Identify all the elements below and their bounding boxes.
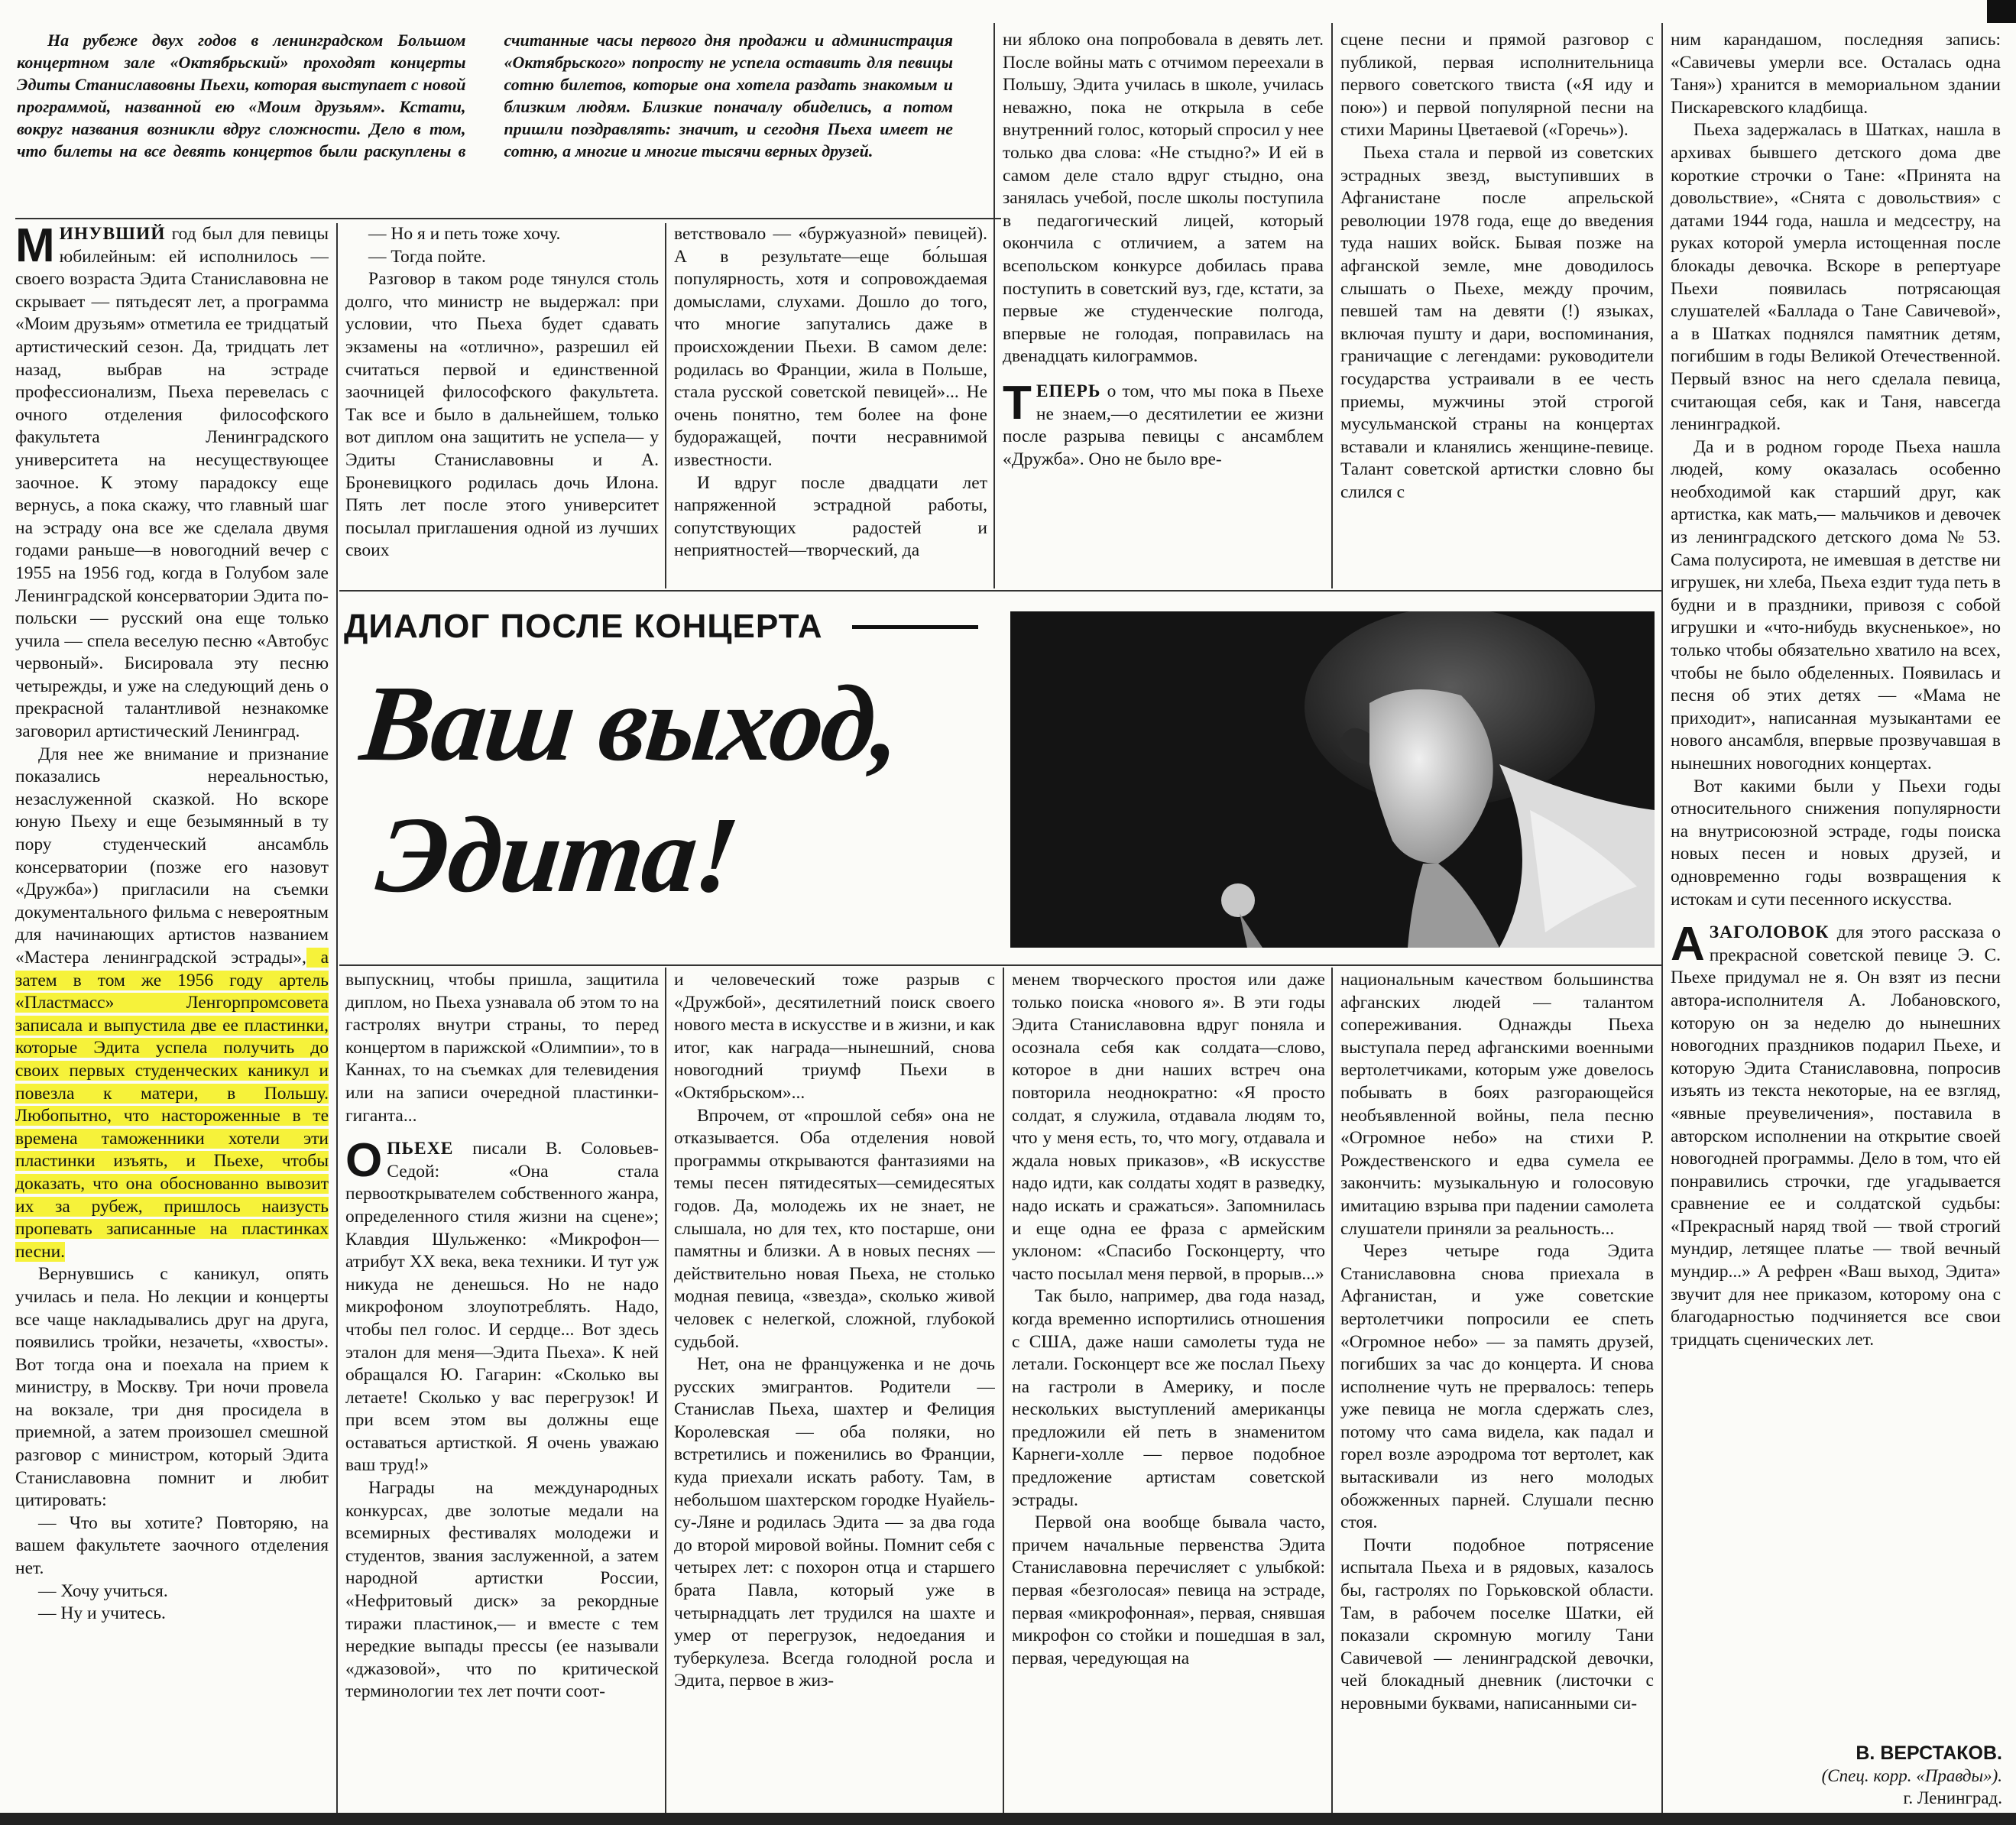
author-city: г. Ленинград. — [1903, 1788, 2002, 1807]
paragraph-text: менем творческого простоя или даже только поиска «нового я». В эти годы Эдита Станиславовна вдруг поняла и осознала себя как солдата—слово, которое в дни наших встреч она повторила неоднократно: «Я просто солдат, я служила, отдавала людям то, что у меня есть, то, что могу, отдавала и ждала новых приказов», «В искусстве надо идти, как солдаты ходят в разведку, надо искать и сражаться». Запомнилась и еще одна ее фраза с армейским уклоном: «Спасибо Госконцерту, что часто посылал меня первой, в прорыв...» — [1012, 970, 1325, 1284]
dialog-line: — Хочу учиться. — [38, 1580, 168, 1601]
column-rule — [665, 223, 666, 588]
dropcap-m: М — [15, 223, 55, 272]
article-lead — [17, 29, 953, 205]
column-rule — [1003, 968, 1004, 1813]
paragraph-text: ним карандашом, последняя запись: «Савичевы умерли все. Осталась одна Таня») хранится в мемориальном здании Пискаревского кладбища. — [1671, 30, 2001, 118]
paragraph-text: Да и в родном городе Пьеха нашла людей, кому оказалась особенно необходимой как старший друг, как артистка, как мать,— мальчиков и девочек из ленинградского детского дома № 53. Сама полусирота, не имевшая в детстве ни игрушек, ни хлеба, Пьеха ездит туда петь в будни и в праздники, привозя с собой игрушки и «что-нибудь вкусненькое», но только чтобы обязательно хватило на всех, чтобы не было обделенных. Появилась и песня об этих детях — «Мама не приходит», написанная музыкантами ее нового ансамбля, впервые прозвучавшая в нынешних новогодних концертах. — [1671, 436, 2001, 773]
headline-line-1: Ваш выход, — [355, 663, 906, 783]
paragraph-text: Награды на международных конкурсах, две золотые медали на всемирных фестивалях молодежи и студентов, звания заслуженной, а затем народной артистки России, «Нефритовый диск» за рекордные тиражи пластинок,— и вместе с тем нередкие выпады прессы (ее называли «джазовой», что по критической терминологии тех лет почти соот- — [345, 1478, 659, 1702]
column-6 — [1671, 29, 2001, 1741]
dropcap-a: А — [1671, 918, 1705, 971]
paragraph-text: И вдруг после двадцати лет напряженной эстрадной работы, сопутствующих радостей и неприятностей—творческий, да — [674, 472, 987, 561]
author-name: В. ВЕРСТАКОВ. — [1856, 1742, 2002, 1764]
paragraph-text: для этого рассказа о прекрасной советской певице Э. С. Пьехе придумал не я. Он взят из песни автора-исполнителя А. Лобановского, которую он за неделю до нынешних новогодних праздников подарил Пьехе, и которую Эдита Станиславовна, попросив изъять из текста некоторые, на ее взгляд, «явные преувеличения», поставила в авторском исполнении на открытие своей новогодней программы. Дело в том, что ей понравились строчки, где угадывается сравнение ее и солдатской судьбы: «Прекрасный наряд твой — твой строгий мундир, летящее платье — твой вечный мундир...» А рефрен «Ваш выход, Эдита» звучит для нее приказом, которому она с благодарностью подчиняется все свои тридцать сценических лет. — [1671, 922, 2001, 1350]
caps-lead-word: ЗАГОЛОВОК — [1709, 922, 1830, 943]
paragraph-text: ни яблоко она попробовала в девять лет. После войны мать с отчимом переехали в Польшу, Эдита училась в школе, училась неважно, пока не открыла в себе внутренний голос, который спросил у нее только два слова: «Не стыдно?» И ей в самом деле стало вдруг стыдно, она занялась учебой, после школы поступила в педагогический лицей, который окончила с отличием, а затем на всепольском конкурсе добилась права поступить в советский вуз, где, кстати, за первые же студенческие полгода, впервые не голодая, поправилась на двенадцать килограммов. — [1003, 30, 1324, 367]
kicker-rule — [852, 625, 978, 629]
column-rule — [1331, 968, 1333, 1813]
paragraph-text: ветствовало — «буржуазной» певицей). А в результате—еще бо́льшая популярность, хотя и сопровождаемая домыслами, слухами. Дошло до того, что многие запутались даже в происхождении Пьехи. В самом деле: родилась во Франции, жила в Польше, стала русской советской певицей»... Не очень понятно, тем более на фоне будоражащей, почти несравнимой известности. — [674, 224, 987, 470]
paragraph-text: Пьеха задержалась в Шатках, нашла в архивах бывшего детского дома две короткие строчки о Тане: «Принята на довольствие», «Снята с довольствия» с датами 1944 года, нашла и медсестру, на руках которой умерла истощенная после блокады девочка. Вскоре в репертуаре Пьехи появилась потрясающая слушателей «Баллада о Тане Савичевой», а в Шатках поднялся памятник детям, погибшим в годы Великой Отечественной. Первый взнос на него сделала певица, считающая себя, как и Таня, навсегда ленинградкой. — [1671, 120, 2001, 435]
dialog-line: — Тогда пойте. — [368, 246, 486, 267]
column-rule — [665, 968, 666, 1813]
headline — [335, 657, 995, 978]
paragraph-text: Так было, например, два года назад, когда временно испортились отношения с США, даже наши самолеты туда не летали. Госконцерт все же послал Пьеху на гастроли в Америку, и после нескольких выступлений американцы предложили ей петь в знаменитом Карнеги-холле — первое подобное предложение артистам советской эстрады. — [1012, 1286, 1325, 1510]
lead-text: На рубеже двух годов в ленинградском Большом концертном зале «Октябрьский» проходят концерты Эдиты Станиславовны Пьехи, которая выступает с новой программой, названной ею «Моим друзьям». Кстати, вокруг названия возникли вдруг сложности. Дело в том, что билеты на все девять концертов были раскуплены в считанные часы первого дня продажи и администрация «Октябрьского» попросту не успела оставить для певицы сотню билетов, которые она хотела раздать знакомым и близким людям. Близкие поначалу обиделись, а потом пришли поздравлять: значит, и сегодня Пьеха имеет не сотню, а многие и многие тысячи верных друзей. — [17, 31, 953, 160]
column-5-bottom — [1340, 969, 1654, 1813]
paragraph-text: и человеческий тоже разрыв с «Дружбой», десятилетний поиск своего нового места в искусстве и в жизни, и как итог, как награда—нынешний, снова новогодний триумф Пьехи в «Октябрьском»... — [674, 970, 995, 1103]
paragraph-text: Первой она вообще бывала часто, причем начальные первенства Эдита Станиславовна перечисляет с улыбкой: первая «безголосая» певица на эстраде, первая «микрофонная», первая, снявшая микрофон со стойки и пошедшая в зал, первая, чередующая на — [1012, 1512, 1325, 1668]
headline-top-rule — [339, 590, 1661, 592]
column-2-bottom — [345, 969, 659, 1813]
column-1 — [15, 223, 329, 1813]
paragraph-text: Почти подобное потрясение испытала Пьеха и в рядовых, казалось бы, гастролях по Горьковской области. Там, в рабочем поселке Шатки, ей показали скромную могилу Тани Савичевой — ленинградской девочки, чей блокадный дневник (листочки с неровными буквами, написанными си- — [1340, 1535, 1654, 1713]
column-3-top — [674, 223, 987, 586]
paragraph-text: Вернувшись с каникул, опять училась и пела. Но лекции и концерты все чаще накладывались друг на друга, появились тройки, незачеты, «хвосты». Вот тогда она и поехала на прием к министру, в Москву. Три ночи провела на вокзале, три дня просидела в приемной, а затем произошел смешной разговор с министром, который Эдита Станиславовна помнит и любит цитировать: — [15, 1264, 329, 1511]
kicker-heading: ДИАЛОГ ПОСЛЕ КОНЦЕРТА — [344, 608, 823, 645]
headline-line-2: Эдита! — [371, 794, 743, 915]
author-signature — [1681, 1742, 2002, 1811]
paragraph-text: Через четыре года Эдита Станиславовна снова приехала в Афганистан, и уже советские вертолетчики попросили ее спеть «Огромное небо» — за память друзей, погибших за час до концерта. И снова исполнение чуть не прервалось: теперь уже певица не могла сдержать слез, потому что сама видела, как падал и горел возле аэродрома тот вертолет, как вытаскивали из него молодых обожженных парней. Слушали песню стоя. — [1340, 1241, 1654, 1533]
column-rule — [336, 223, 338, 1813]
portrait-photo-icon — [1010, 611, 1655, 948]
column-rule — [1661, 23, 1663, 1813]
scan-edge-mark — [1987, 0, 2016, 23]
column-5-top — [1340, 29, 1654, 587]
dropcap-o: О — [345, 1134, 383, 1188]
dialog-line: — Что вы хотите? Повторяю, на вашем факультете заочного отделения нет. — [15, 1512, 329, 1579]
paragraph-text: сцене песни и прямой разговор с публикой, первая исполнительница первого советского твиста («Я иду и пою») и первой популярной песни на стихи Марины Цветаевой («Горечь»). — [1340, 30, 1654, 141]
caps-lead-word: ЕПЕРЬ — [1036, 381, 1101, 401]
paragraph-text: национальным качеством большинства афганских людей — талантом сопереживания. Однажды Пьеха выступала перед афганскими военными вертолетчиками, которым уже довелось побывать в боях разгорающейся необъявленной войны, пела песню «Огромное небо» на стихи Р. Рождественского и едва сумела ее закончить: музыкальную и голосовую имитацию взрыва при падении самолета слушатели приняли за реальность... — [1340, 970, 1654, 1239]
caps-lead-word: ИНУВШИЙ — [59, 224, 166, 244]
paragraph-text: писали В. Соловьев-Седой: «Она стала первооткрывателем собственного жанра, определенного стиля жизни на сцене»; Клавдия Шульженко: «Микрофон—атрибут XX века, века техники. И тут уж никуда не денешься. Но не надо микрофоном злоупотреблять. Надо, чтобы пел голос. И сердце... Вот здесь эталон для меня—Эдита Пьеха». К ней обращался Ю. Гагарин: «Сколько вы летаете! Сколько у вас перегрузок! И при всем этом вы должны еще оставаться артисткой. Я очень уважаю ваш труд!» — [345, 1139, 659, 1476]
author-role: (Спец. корр. «Правды»). — [1821, 1766, 2002, 1785]
paragraph-text: Разговор в таком роде тянулся столь долго, что министр не выдержал: при условии, что Пьеха будет сдавать экзамены на «отлично», разрешил ей считаться первой и единственной заочницей философского факультета. Так все и было в дальнейшем, только вот диплом она защитить не успела— у Эдиты Станиславовны и А. Броневицкого родилась дочь Илона. Пять лет после этого университет посылал приглашения одной из лучших своих — [345, 269, 659, 561]
column-2-top — [345, 223, 659, 586]
portrait-photo — [1010, 611, 1655, 948]
dropcap-t: Т — [1003, 376, 1032, 430]
highlighted-passage: а затем в том же 1956 году артель «Пластмасс» Ленгорпромсовета записала и выпустила две ее пластинки, которые Эдита успела получить до своих первых студенческих каникул и повезла к матери, в Польшу. Любопытно, что настороженные в те времена таможенники хотели эти пластинки изъять, и Пьехе, чтобы доказать, что она обоснованно вывозит их за рубеж, пришлось наизусть пропевать записанные на пластинках песни. — [15, 948, 329, 1262]
dialog-line: — Но я и петь тоже хочу. — [368, 224, 561, 244]
paragraph-text: Впрочем, от «прошлой себя» она не отказывается. Оба отделения новой программы открываются фантазиями на темы песен пятидесятых—семидесятых годов. Да, молодежь их не знает, не слышала, но для тех, кто постарше, они памятны и близки. А в новых песнях — действительно новая Пьеха, не столько модная певица, «звезда», сколько живой человек с нелегкой, сложной, глубокой судьбой. — [674, 1105, 995, 1352]
headline-bottom-rule — [339, 964, 1661, 966]
column-4-top — [1003, 29, 1324, 587]
paragraph-text: Для нее же внимание и признание показались нереальностью, незаслуженной сказкой. Но вскоре юную Пьеху и еще безымянный в ту пору студенческий ансамбль консерватории (позже его назовут «Дружба») пригласили на съемки документального фильма с невероятным для начинающих артистов названием «Мастера ленинградской эстрады», — [15, 744, 329, 968]
column-rule — [1331, 23, 1333, 588]
dialog-line: — Ну и учитесь. — [38, 1603, 166, 1624]
paragraph-text: Вот какими были у Пьехи годы относительного снижения популярности на внутрисоюзной эстраде, годы поиска новых песен и новых друзей, и одновременно годы возвращения к истокам и сути песенного искусства. — [1671, 776, 2001, 909]
column-4-bottom — [1012, 969, 1325, 1813]
caps-lead-word: ПЬЕХЕ — [387, 1139, 454, 1159]
column-rule — [993, 23, 995, 588]
paragraph-text: о том, что мы пока в Пьехе не знаем,—о десятилетии ее жизни после разрыва певицы с ансамблем «Дружба». Оно не было вре- — [1003, 381, 1324, 469]
lead-divider — [15, 218, 1001, 219]
paragraph-text: выпускниц, чтобы пришла, защитила диплом, но Пьеха узнавала об этом то на гастролях внутри страны, то перед концертом в парижской «Олимпии», то в Каннах, то на съемках для телевидения или на записи очередной пластинки-гиганта... — [345, 970, 659, 1126]
paragraph-text: Пьеха стала и первой из советских эстрадных звезд, выступивших в Афганистане после апрельской революции 1978 года, еще до введения туда наших войск. Бывая позже на афганской земле, мне доводилось слышать о Пьехе, между прочим, певшей там на девяти (!) языках, включая пушту и дари, воспоминания, граничащие с легендами: руководители государства устраивали в ее честь приемы, мужчины этой строгой мусульманской страны на концертах вставали и кланялись женщине-певице. Талант советской артистки словно бы слился с — [1340, 142, 1654, 502]
scan-edge-bottom — [0, 1813, 2016, 1825]
paragraph-text: год был для певицы юбилейным: ей исполнилось — своего возраста Эдита Станиславовна не скрывает — пятьдесят лет, а программа «Моим друзьям» отметила ее тридцатый артистический сезон. Да, тридцать лет назад, выбрав на эстраде профессионализм, Пьеха перевелась с очного отделения философского факультета Ленинградского университета на несуществующее заочное. К этому парадоксу еще вернусь, а пока скажу, что главный шаг на эстраду она все же сделала двумя годами раньше—в новогодний вечер с 1955 на 1956 год, когда в Голубом зале Ленинградской консерватории Эдита по-польски — русский она еще только учила — спела веселую песню «Автобус червоный». Бисировала эту песню четырежды, и уже на следующий день о прекрасной талантливой незнакомке заговорил артистический Ленинград. — [15, 224, 329, 742]
column-3-bottom — [674, 969, 995, 1813]
paragraph-text: Нет, она не француженка и не дочь русских эмигрантов. Родители — Станислав Пьеха, шахтер и Фелиция Королевская — оба поляки, но встретились и поженились во Франции, куда приехали искать работу. Там, в небольшом шахтерском городке Нуайель-су-Ляне и родилась Эдита — за два года до второй мировой войны. Помнит себя с четырех лет: с похорон отца и старшего брата Павла, который уже в четырнадцать лет трудился на шахте и умер от перегрузок, недоедания и туберкулеза. Всегда голодной росла и Эдита, первое в жиз- — [674, 1354, 995, 1691]
